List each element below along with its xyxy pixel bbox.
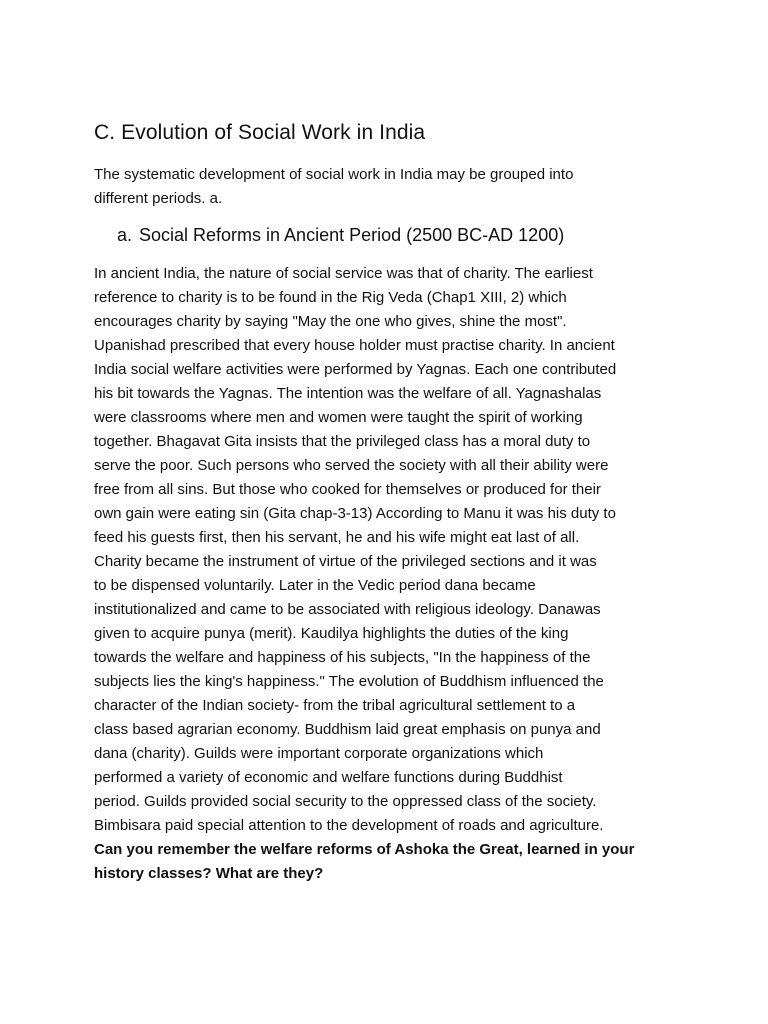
body-line: period. Guilds provided social security to the oppressed class of the society. — [94, 793, 597, 810]
body-line: class based agrarian economy. Buddhism laid great emphasis on punya and — [94, 721, 601, 738]
body-line: were classrooms where men and women were taught the spirit of working — [94, 409, 583, 426]
subsection-heading — [117, 225, 564, 246]
body-line: free from all sins. But those who cooked for themselves or produced for their — [94, 481, 601, 498]
body-line: given to acquire punya (merit). Kaudilya highlights the duties of the king — [94, 625, 569, 642]
body-line: serve the poor. Such persons who served the society with all their ability were — [94, 457, 609, 474]
intro-paragraph — [94, 163, 684, 211]
body-line: In ancient India, the nature of social service was that of charity. The earliest — [94, 265, 593, 282]
body-line: institutionalized and came to be associated with religious ideology. Danawas — [94, 601, 601, 618]
body-line: encourages charity by saying "May the one who gives, shine the most". — [94, 313, 567, 330]
body-line: feed his guests first, then his servant, he and his wife might eat last of all. — [94, 529, 580, 546]
body-line: to be dispensed voluntarily. Later in the Vedic period dana became — [94, 577, 536, 594]
subsection-title: Social Reforms in Ancient Period (2500 BC-AD 1200) — [139, 225, 565, 245]
intro-line: different periods. a. — [94, 190, 223, 207]
body-line: character of the Indian society- from the tribal agricultural settlement to a — [94, 697, 576, 714]
body-line: reference to charity is to be found in the Rig Veda (Chap1 XIII, 2) which — [94, 289, 567, 306]
body-line: performed a variety of economic and welfare functions during Buddhist — [94, 769, 563, 786]
list-marker: a. — [117, 225, 133, 245]
question-line: history classes? What are they? — [94, 865, 324, 882]
body-line: dana (charity). Guilds were important corporate organizations which — [94, 745, 544, 762]
body-line: together. Bhagavat Gita insists that the privileged class has a moral duty to — [94, 433, 591, 450]
question-line: Can you remember the welfare reforms of Ashoka the Great, learned in your — [94, 841, 635, 858]
body-paragraph — [94, 262, 684, 886]
body-line: his bit towards the Yagnas. The intention was the welfare of all. Yagnashalas — [94, 385, 602, 402]
body-line: India social welfare activities were performed by Yagnas. Each one contributed — [94, 361, 617, 378]
body-line: towards the welfare and happiness of his subjects, "In the happiness of the — [94, 649, 591, 666]
body-line: subjects lies the king's happiness." The evolution of Buddhism influenced the — [94, 673, 604, 690]
body-line: Bimbisara paid special attention to the development of roads and agriculture. — [94, 817, 604, 834]
body-line: own gain were eating sin (Gita chap-3-13) According to Manu it was his duty to — [94, 505, 616, 522]
body-line: Upanishad prescribed that every house holder must practise charity. In ancient — [94, 337, 615, 354]
intro-line: The systematic development of social work in India may be grouped into — [94, 166, 574, 183]
body-line: Charity became the instrument of virtue of the privileged sections and it was — [94, 553, 597, 570]
section-heading: C. Evolution of Social Work in India — [94, 121, 426, 144]
